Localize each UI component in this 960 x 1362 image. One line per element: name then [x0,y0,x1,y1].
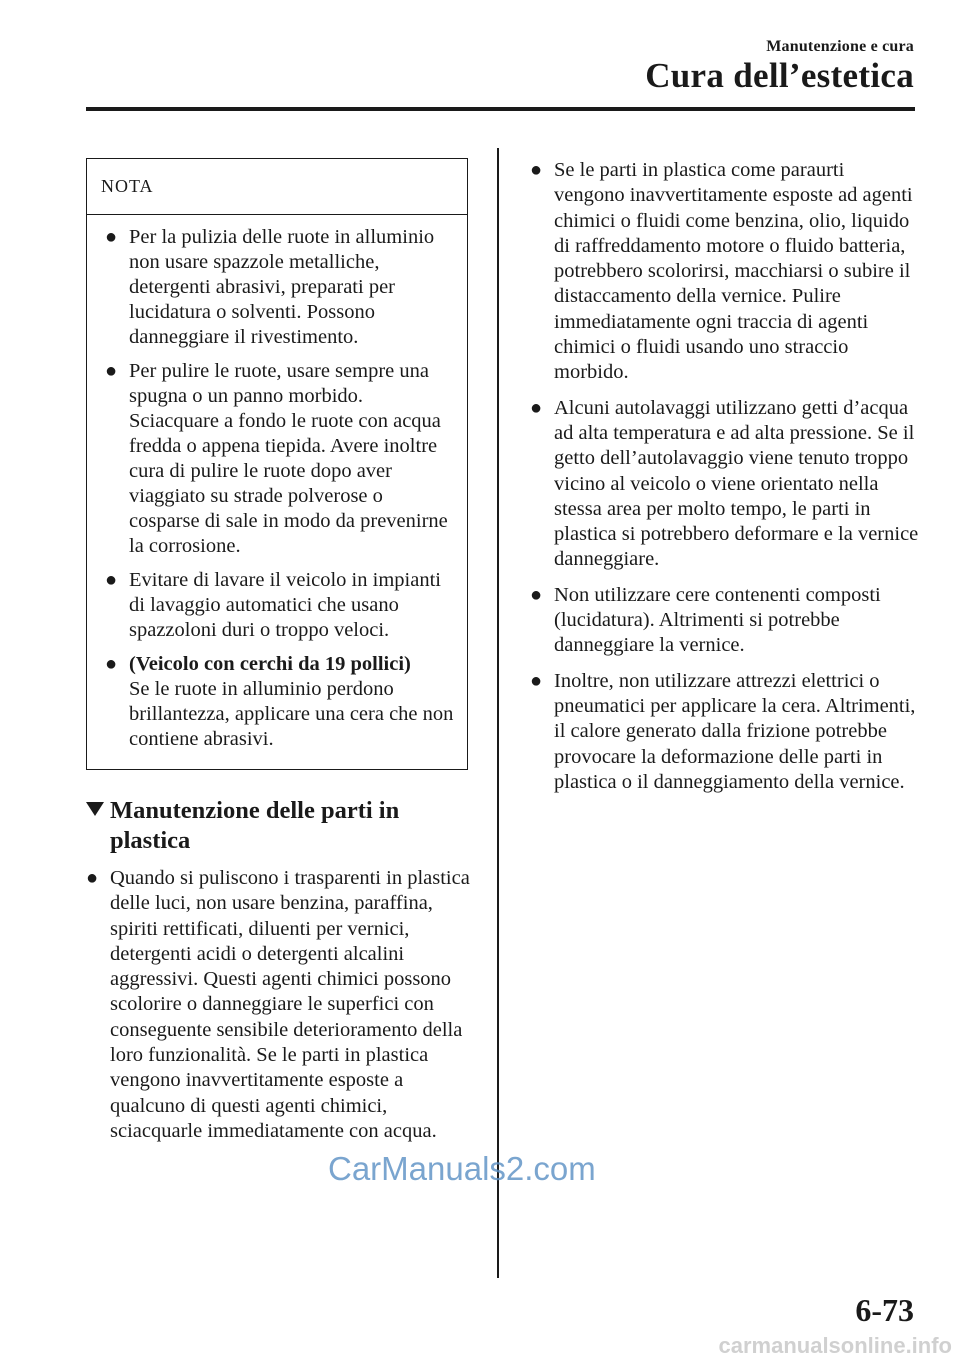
list-item [530,158,920,386]
note-item-text: Per la pulizia delle ruote in alluminio non usare spazzole metalliche, detergenti abrasivi, preparati per lucidatura o solventi. Possono danneggiare il rivestimento. [129,226,435,348]
header-rule [86,107,915,111]
note-item-text: Per pulire le ruote, usare sempre una spugna o un panno morbido. Sciacquare a fondo le ruote con acqua fredda o appena tiepida. Avere inoltre cura di pulire le ruote dopo aver viaggiato su strade polverose o cosparse di sale in modo da prevenirne la corrosione. [129,360,448,557]
note-item-condition: (Veicolo con cerchi da 19 pollici) [129,653,411,675]
list-item [86,866,478,1144]
list-item [105,652,455,752]
page-number: 6-73 [855,1292,914,1328]
list-item [105,225,455,350]
section-heading [86,796,476,856]
note-list [87,215,467,752]
list-item-text: Inoltre, non utilizzare attrezzi elettrici o pneumatici per applicare la cera. Altrimenti, il calore generato dalla frizione potrebbe provocare la deformazione delle parti in plastica o il danneggiamento della vernice. [554,669,916,793]
list-item-text: Non utilizzare cere contenenti composti (lucidatura). Altrimenti si potrebbe danneggiare la vernice. [554,583,881,657]
section-name: Manutenzione e cura [766,38,914,55]
bullet-icon: ● [530,583,543,606]
list-item-text: Alcuni autolavaggi utilizzano getti d’acqua ad alta temperatura e ad alta pressione. Se il getto dell’autolavaggio viene tenuto troppo vicino al veicolo o viene orientato nella stessa area per molto tempo, le parti in plastica si potrebbero deformare e la vernice danneggiare. [554,396,919,571]
bullet-icon: ● [105,226,118,248]
bullet-icon: ● [105,653,118,675]
note-title: NOTA [87,159,467,215]
watermark: CarManuals2.com [328,1150,596,1187]
column-divider [497,148,499,1278]
list-item-text: Se le parti in plastica come paraurti vengono inavvertitamente esposte ad agenti chimici o fluidi come benzina, olio, liquido di raffreddamento motore o fluido batteria, potrebbero scolorirsi, macchiarsi o subire il distaccamento della vernice. Pulire immediatamente ogni traccia di agenti chimici o fluidi usando uno straccio morbido. [554,159,913,384]
bullet-icon: ● [530,159,543,181]
footer-site: carmanualsonline.info [718,1333,952,1358]
triangle-down-icon [86,802,104,816]
note-box [86,158,468,770]
list-item [105,568,455,643]
left-list [86,866,478,1154]
bullet-icon: ● [530,396,543,419]
page-title: Cura dell’estetica [645,56,914,95]
list-item [530,583,920,659]
note-item-text: Evitare di lavare il veicolo in impianti di lavaggio automatici che usano spazzoloni duri o troppo veloci. [129,569,441,641]
section-heading-line2: plastica [110,827,191,854]
bullet-icon: ● [105,569,118,591]
bullet-icon: ● [86,867,99,889]
right-list [530,158,920,805]
bullet-icon: ● [530,669,543,692]
list-item-text: Quando si puliscono i trasparenti in plastica delle luci, non usare benzina, paraffina, spiriti rettificati, diluenti per vernici, detergenti acidi o detergenti alcalini aggressivi. Questi agenti chimici possono scolorire o danneggiare le superfici con conseguente sensibile deterioramento della loro funzionalità. Se le parti in plastica vengono inavvertitamente esposte a qualcuno di questi agenti chimici, sciacquarle immediatamente con acqua. [110,867,470,1142]
list-item [105,359,455,559]
list-item [530,669,920,795]
note-item-text: Se le ruote in alluminio perdono brillantezza, applicare una cera che non contiene abrasivi. [129,678,454,750]
bullet-icon: ● [105,360,118,382]
list-item [530,396,920,573]
section-heading-line1: Manutenzione delle parti in [110,797,400,824]
